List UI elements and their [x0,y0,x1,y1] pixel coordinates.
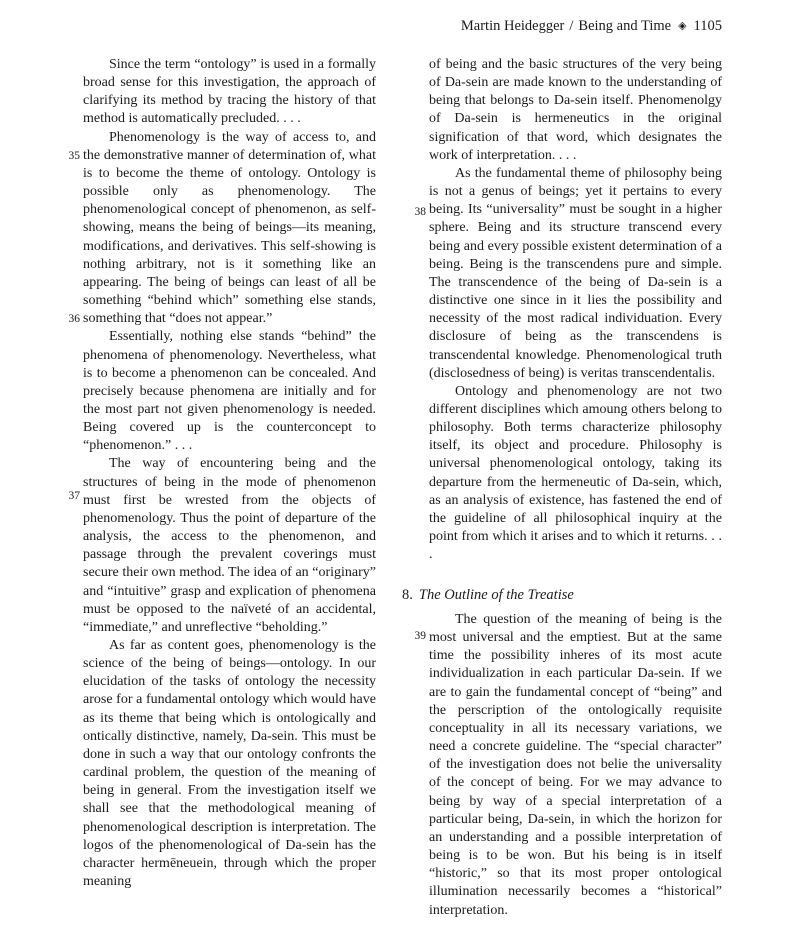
header-page-number: 1105 [693,18,722,34]
header-author: Martin Heidegger [460,18,565,34]
section-body [429,611,722,920]
left-paragraph-5: As far as content goes, phenomenology is the science of the being of beings—ontology. In our elucidation of the tasks of ontology the necessity arose for a fundamental ontology which would have as its theme that being which is ontologically and ontically distinctive, namely, Da-sein. This must be done in such a way that our ontology confronts the cardinal problem, the question of the meaning of being in general. From the investigation itself we shall see that the methodological meaning of phenomenological description is interpretation. The logos of the phenomenological of Da-sein has the character hermēneuein, through which the proper meaning [83,638,376,890]
running-header [461,18,722,35]
header-work-title: Being and Time [578,18,672,34]
right-paragraph-3: Ontology and phenomenology are not two different disciplines which amoung others belong to philosophy. Both terms characterize philosophy itself, its object and procedure. Philosophy is universal phenomenological ontology, taking its departure from the hermeneutic of Da-sein, which, as an analysis of existence, has fastened the end of the guideline of all philosophical inquiry at the point from which it arises and to which it returns. . . . [429,383,722,563]
section-title: The Outline of the Treatise [418,587,574,603]
left-paragraph-3: Essentially, nothing else stands “behind” the phenomena of phenomenology. Nevertheless, what is to become a phenomenon can be concealed. And precisely because phenomena are initially and for the most part not given phenomenology is needed. Being covered up is the counterconcept to “phenomenon.” . . . [83,329,376,454]
right-column [429,56,722,564]
left-column [83,56,376,891]
section-paragraph: The question of the meaning of being is the most universal and the emptiest. But at the same time the possibility inheres of its most acute individualization in each particular Da-sein. If we are to gain the fundamental concept of “being” and the perscription of the ontologically requisite conceptuality in all its necessary variations, we need a concrete guideline. The “special character” of the investigation does not belie the universality of the concept of being. For we may advance to being by way of a special interpretation of a particular being, Da-sein, in which the horizon for an understanding and a possible interpretation of being is to be won. But his being is in itself “historic,” so that its most proper ontological illumination necessarily becomes a “historical” interpretation. [429,612,722,918]
header-separator: / [569,18,574,34]
left-paragraph-2: Phenomenology is the way of access to, and the demonstrative manner of determination of, what is to become the theme of ontology. Ontology is possible only as phenomenology. The phenomenological concept of phenomenon, as self-showing, means the being of beings—its meaning, modifications, and derivatives. This self-showing is nothing arbitrary, not is it something like an appearing. The being of beings can least of all be something “behind which” something else stands, something that “does not appear.” [83,129,376,327]
left-paragraph-4: The way of encountering being and the structures of being in the mode of phenomenon must first be wrested from the objects of phenomenology. Thus the point of departure of the analysis, the access to the phenomenon, and passage through the prevalent coverings must secure their own method. The idea of an “originary” and “intuitive” grasp and explication of phenomena must be opposed to the naïveté of an accidental, “immediate,” and unreflective “beholding.” [83,456,376,635]
ornament-icon: ◈ [678,20,687,32]
left-paragraph-1: Since the term “ontology” is used in a formally broad sense for this investigation, the approach of clarifying its method by tracing the history of that method is automatically precluded. . . . [83,57,376,127]
section-number: 8. [402,587,413,603]
right-paragraph-2: As the fundamental theme of philosophy being is not a genus of beings; yet it pertains to every being. Its “universality” must be sought in a higher sphere. Being and its structure transcend every being and every possible existent determination of a being. Being is the transcendens pure and simple. The transcendence of the being of Da-sein is a distinctive one since in it lies the possibility and necessity of the most radical individuation. Every disclosure of being as the transcendens is transcendental knowledge. Phenomenological truth (disclosedness of being) is veritas transcendentalis. [429,165,722,381]
section-heading [402,587,574,604]
right-paragraph-1: of being and the basic structures of the very being of Da-sein are made known to the understanding of being that belongs to Da-sein itself. Phenomenolgy of Da-sein is hermeneutics in the original signification of that word, which designates the work of interpretation. . . . [429,57,722,163]
